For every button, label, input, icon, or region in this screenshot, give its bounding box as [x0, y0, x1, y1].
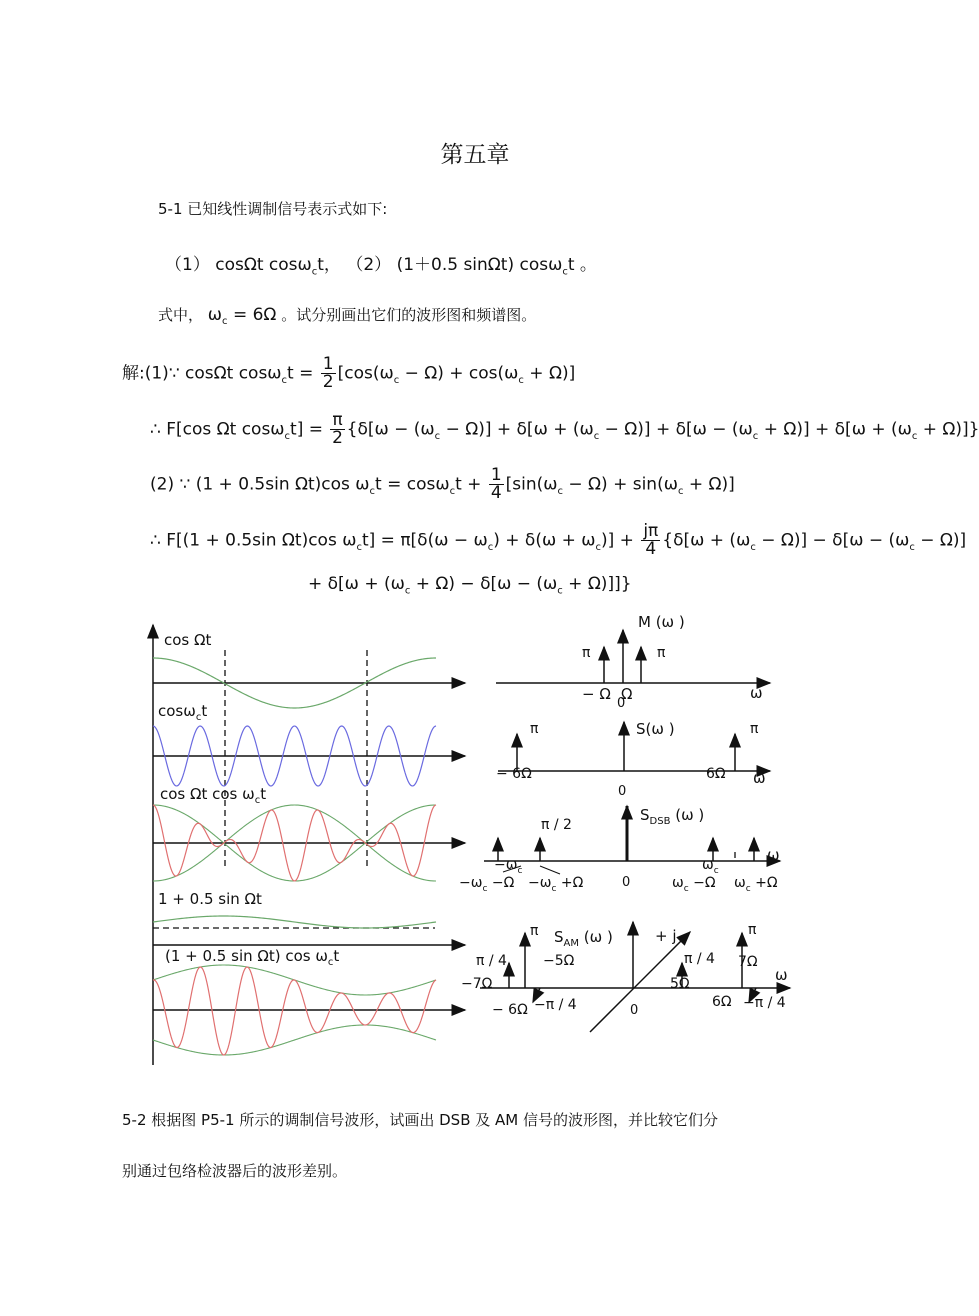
label-carrier: cosω$_c$t	[158, 702, 208, 723]
spectrum-dsb-label-1: $-\omega_c -\Omega$	[459, 875, 515, 894]
spectrum-am-omega: ω	[775, 966, 788, 984]
solution-line-5: + $\delta[\omega + (\omega_c + \Omega) - \delta[\omega - (\omega_c + \Omega)]]$}	[308, 574, 632, 597]
spectrum-m-omega: ω	[750, 684, 763, 702]
spectrum-s	[496, 720, 770, 799]
spectrum-dsb-pos-wc: $\omega_c$	[702, 857, 719, 876]
fraction-jpi-over-4: $\frac{j\pi}{4}$	[643, 521, 659, 559]
spectrum-m-pi-right: π	[657, 645, 666, 661]
solution-line-3: (2) ∵ (1 + 0.5sin Ωt)cos $\omega_ct = \cos\omega_ct$ + $\frac{1}{4}$ $[\sin(\omega_c - \Omega) + \sin(\omega_c + \Omega)]$	[150, 465, 735, 503]
spectrum-am	[461, 922, 790, 1032]
spectrum-dsb-label-3: $\omega_c -\Omega$	[672, 875, 716, 894]
problem-5-2-line-1: 5-2 根据图 P5-1 所示的调制信号波形，试画出 DSB 及 AM 信号的波形图，并比较它们分	[122, 1111, 718, 1129]
waveform-spectrum-figure	[0, 600, 950, 1080]
waveform-am-envelope-lower	[153, 1025, 436, 1055]
spectrum-am-pi4-right: π / 4	[684, 951, 715, 967]
spectrum-am-npi4-left: −π / 4	[534, 997, 577, 1013]
spectrum-am-pi4-left: π / 4	[476, 953, 507, 969]
solution-label: 解:	[122, 363, 145, 384]
problem-5-1-items: （1） cosΩt cosω$_c$t， （2） (1＋0.5 sinΩt) cosω$_c$t 。	[165, 255, 597, 278]
spectrum-am-pos7: 7Ω	[738, 954, 758, 970]
fraction-quarter: $\frac{1}{4}$	[490, 465, 502, 503]
problem-5-2-line-2: 别通过包络检波器后的波形差别。	[122, 1162, 348, 1180]
spectrum-am-neg6: − 6Ω	[492, 1002, 528, 1018]
solution-line-4: ∴ F[(1 + 0.5sin Ωt)cos $\omega_ct] = \pi[\delta(\omega - \omega_c) + \delta(\omega + \omega_c)]$ + $\frac{j\pi}{4}$ {$\delta[\omega + (\omega_c - \Omega)] - \delta[\omega - (\omega_c - \Omega)]$	[150, 521, 967, 559]
spectrum-am-neg5: −5Ω	[543, 953, 575, 969]
spectrum-m-pi-left: π	[582, 645, 591, 661]
spectrum-m-pos-omega: Ω	[621, 685, 633, 703]
solution-line-1: 解:(1)∵ cosΩt cosω$_c$t = $\frac{1}{2}$ $[\cos(\omega_c - \Omega) + \cos(\omega_c + \Omega)]$	[122, 354, 576, 392]
spectrum-m-neg-omega: − Ω	[582, 685, 611, 703]
waveform-modulating-am	[153, 916, 436, 928]
spectrum-dsb-zero: 0	[622, 875, 631, 890]
item2-expr: (1＋0.5 sinΩt) cosω	[396, 255, 563, 275]
spectrum-dsb-label-4: $\omega_c +\Omega$	[734, 875, 778, 894]
spectrum-am-zero: 0	[630, 1003, 639, 1018]
spectrum-s-zero: 0	[618, 784, 627, 799]
spectrum-am-pi-left: π	[530, 923, 539, 939]
fraction-pi-over-2: $\frac{\pi}{2}$	[332, 410, 343, 448]
label-cos-omega-t: cos Ωt	[164, 631, 212, 649]
spectrum-m-zero: 0	[617, 696, 626, 711]
spectrum-am-neg7: −7Ω	[461, 976, 493, 992]
label-modulating-am: 1 + 0.5 sin Ωt	[158, 890, 262, 908]
spectrum-s-pos-6: 6Ω	[706, 766, 726, 782]
problem-5-1-statement: 5-1 已知线性调制信号表示式如下:	[158, 200, 388, 218]
label-am: (1 + 0.5 sin Ωt) $\cos \omega_ct$	[165, 947, 340, 968]
spectrum-dsb-title: $S_{DSB}$ (ω )	[640, 806, 705, 827]
waveform-am	[153, 967, 436, 1055]
spectrum-am-npi4-right: −π / 4	[743, 995, 786, 1011]
item1-label: （1）	[165, 255, 210, 275]
spectrum-s-title: S(ω )	[636, 720, 675, 738]
spectrum-dsb-neg-wc: $-\omega_c$	[494, 857, 523, 876]
spectrum-dsb-label-2: $-\omega_c +\Omega$	[528, 875, 584, 894]
spectrum-am-pos6: 6Ω	[712, 994, 732, 1010]
spectrum-dsb-omega: ω	[767, 846, 780, 864]
problem-5-1-where: 式中， $\omega_c = 6\Omega$ 。试分别画出它们的波形图和频谱图。	[158, 305, 537, 327]
spectrum-m-title: M (ω )	[638, 613, 685, 631]
item1-expr: cosΩt cosω	[215, 255, 312, 275]
spectrum-s-omega: ω	[753, 769, 766, 787]
spectrum-m	[496, 613, 770, 711]
spectrum-s-neg-6: − 6Ω	[496, 766, 532, 782]
solution-line-2: ∴ F[cos Ωt cosω$_c$t] = $\frac{\pi}{2}$ $\{\delta[\omega - (\omega_c - \Omega)] + \delta[\omega + (\omega_c - \Omega)] + \delta[\omega - (\omega_c + \Omega)] + \delta[\omega + (\omega_c + \Omega)]\}$	[150, 410, 979, 448]
spectrum-dsb-pi-half: π / 2	[541, 817, 572, 833]
item2-label: （2）	[346, 255, 392, 275]
label-dsb: cos Ωt $\cos \omega_ct$	[160, 785, 267, 806]
spectrum-am-title: $S_{AM}$ (ω )	[554, 928, 613, 949]
spectrum-s-pi-left: π	[530, 721, 539, 737]
spectrum-dsb	[459, 806, 780, 894]
spectrum-am-plus-j: + j	[655, 927, 677, 945]
fraction-half: $\frac{1}{2}$	[322, 354, 334, 392]
spectrum-am-pos5: 5Ω	[670, 976, 690, 992]
spectrum-s-pi-right: π	[750, 721, 759, 737]
spectrum-am-pi-right: π	[748, 922, 757, 938]
chapter-title: 第五章	[440, 142, 510, 168]
